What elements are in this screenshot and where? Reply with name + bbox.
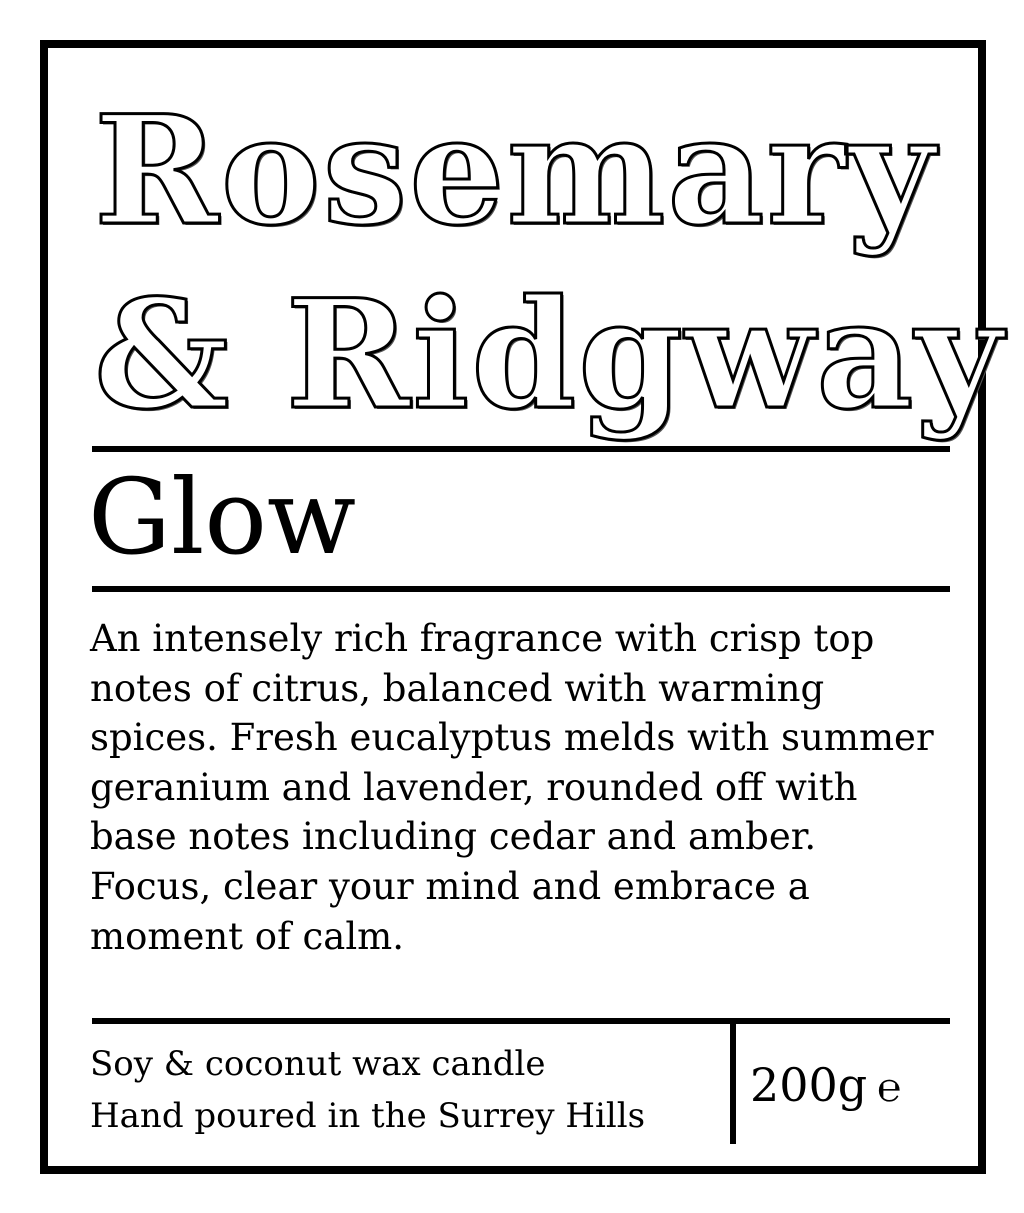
estimated-sign-icon: ℮ <box>877 1065 902 1111</box>
weight-text: 200g <box>750 1058 868 1112</box>
origin-text: Hand poured in the Surrey Hills <box>90 1096 646 1136</box>
product-name: Glow <box>88 456 356 578</box>
candle-label <box>40 40 1005 1174</box>
brand-name-line-1: Rosemary <box>94 83 937 259</box>
divider-bottom <box>92 1018 950 1024</box>
weight-block <box>750 1058 901 1113</box>
divider-top <box>92 446 950 452</box>
footer-details <box>90 1038 645 1142</box>
footer-vertical-divider <box>730 1024 736 1144</box>
divider-middle <box>92 586 950 592</box>
brand-name-line-2: & Ridgway <box>94 267 1005 443</box>
description-paragraph-1: An intensely rich fragrance with crisp top notes of citrus, balanced with warming spices. Fresh eucalyptus melds with summer geranium and lavender, rounded off with base notes including cedar and amber. <box>90 617 934 859</box>
fragrance-description <box>90 614 950 961</box>
description-paragraph-2: Focus, clear your mind and embrace a moment of calm. <box>90 864 810 958</box>
wax-type-text: Soy & coconut wax candle <box>90 1044 546 1084</box>
